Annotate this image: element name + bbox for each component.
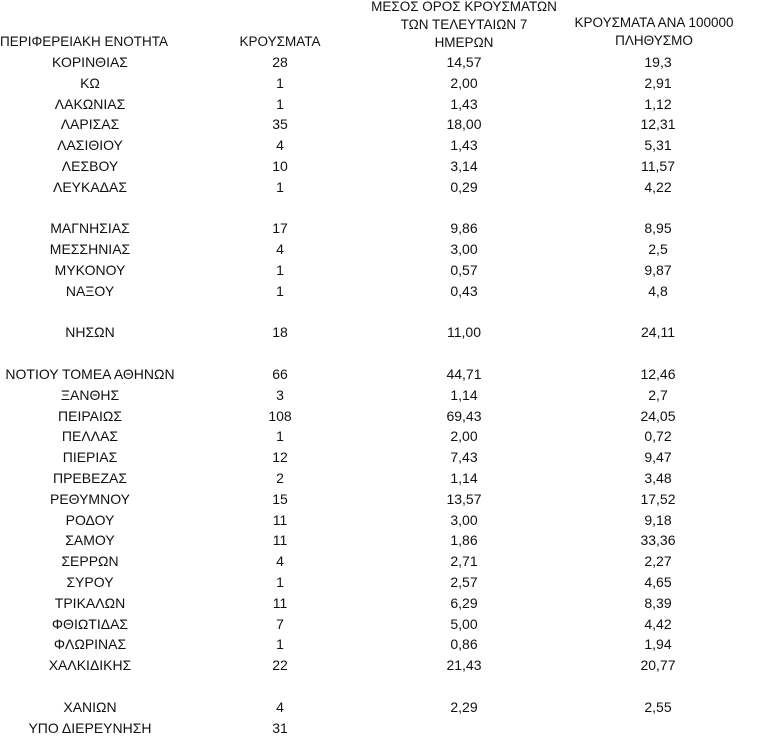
region-cell: ΛΑΣΙΘΙΟΥ [57, 137, 123, 154]
table-row [0, 426, 766, 447]
rate-cell: 2,5 [648, 241, 668, 258]
cases-cell: 1 [276, 178, 284, 195]
rate-cell: 24,05 [640, 407, 676, 424]
average-cell: 1,14 [450, 386, 478, 403]
region-cell: ΧΑΛΚΙΔΙΚΗΣ [48, 657, 132, 674]
table-row [0, 322, 766, 343]
cases-cell: 11 [272, 511, 288, 528]
region-cell: ΣΕΡΡΩΝ [61, 553, 119, 570]
cases-cell: 3 [276, 386, 284, 403]
table-row [0, 94, 766, 115]
blank-row [0, 676, 766, 697]
region-cell: ΠΙΕΡΙΑΣ [62, 449, 118, 466]
average-cell: 9,86 [450, 220, 478, 237]
region-cell: ΚΟΡΙΝΘΙΑΣ [52, 54, 128, 70]
average-cell: 6,29 [450, 594, 478, 611]
region-cell: ΜΥΚΟΝΟΥ [54, 261, 126, 278]
average-cell: 1,86 [450, 532, 478, 549]
cases-cell: 1 [276, 74, 284, 91]
cases-cell: 15 [272, 490, 288, 507]
rate-cell: 2,7 [648, 386, 668, 403]
rate-cell: 4,65 [644, 573, 672, 590]
table-row [0, 260, 766, 281]
region-cell: ΜΑΓΝΗΣΙΑΣ [50, 220, 130, 237]
average-cell: 44,71 [446, 365, 482, 382]
table-row [0, 218, 766, 239]
cases-cell: 1 [276, 636, 284, 653]
header-cases-per-100000 [556, 14, 752, 50]
rate-cell: 12,46 [640, 365, 676, 382]
header-region: ΠΕΡΙΦΕΡΕΙΑΚΗ ΕΝΟΤΗΤΑ [0, 34, 169, 49]
table-body [0, 52, 766, 738]
rate-cell: 3,48 [644, 469, 672, 486]
average-cell: 3,00 [450, 241, 478, 258]
region-cell: ΦΛΩΡΙΝΑΣ [53, 636, 127, 653]
header-cases: ΚΡΟΥΣΜΑΤΑ [239, 34, 321, 49]
rate-cell: 8,39 [644, 594, 672, 611]
cases-cell: 4 [276, 698, 284, 715]
cases-cell: 17 [272, 220, 288, 237]
blank-row [0, 302, 766, 323]
average-cell: 14,57 [446, 54, 482, 70]
cases-cell: 12 [272, 449, 288, 466]
region-cell: ΛΕΣΒΟΥ [61, 157, 119, 174]
table-row [0, 655, 766, 676]
table-row [0, 364, 766, 385]
table-row [0, 406, 766, 427]
average-cell: 3,00 [450, 511, 478, 528]
region-cell: ΡΟΔΟΥ [65, 511, 115, 528]
rate-cell: 11,57 [641, 157, 675, 174]
region-cell: ΣΥΡΟΥ [66, 573, 114, 590]
region-cell: ΠΕΙΡΑΙΩΣ [58, 407, 122, 424]
cases-cell: 1 [276, 261, 284, 278]
average-cell: 3,14 [450, 157, 478, 174]
average-cell: 1,14 [450, 469, 478, 486]
table-row [0, 614, 766, 635]
cases-cell: 66 [272, 365, 288, 382]
rate-cell: 24,11 [641, 324, 675, 341]
average-cell: 0,57 [450, 261, 478, 278]
cases-cell: 2 [276, 469, 284, 486]
table-row [0, 468, 766, 489]
average-cell: 1,43 [450, 95, 478, 112]
table-row [0, 634, 766, 655]
rate-cell: 5,31 [644, 137, 672, 154]
cases-cell: 11 [272, 594, 288, 611]
rate-cell: 9,87 [644, 261, 672, 278]
table-row [0, 177, 766, 198]
rate-cell: 4,8 [648, 282, 668, 299]
cases-cell: 31 [272, 719, 288, 736]
table-row [0, 697, 766, 718]
table-row [0, 718, 766, 739]
cases-cell: 4 [276, 137, 284, 154]
cases-cell: 108 [268, 407, 292, 424]
cases-cell: 18 [272, 324, 288, 341]
region-cell: ΝΟΤΙΟΥ ΤΟΜΕΑ ΑΘΗΝΩΝ [5, 365, 175, 382]
blank-row [0, 198, 766, 219]
region-cell: ΦΘΙΩΤΙΔΑΣ [51, 615, 129, 632]
rate-cell: 12,31 [640, 116, 676, 133]
header-avg-line-1: ΜΕΣΟΣ ΟΡΟΣ ΚΡΟΥΣΜΑΤΩΝ [371, 0, 557, 14]
region-cell: ΧΑΝΙΩΝ [63, 698, 117, 715]
average-cell: 7,43 [450, 449, 478, 466]
rate-cell: 2,27 [644, 553, 672, 570]
rate-cell: 2,91 [644, 74, 672, 91]
cases-cell: 1 [276, 428, 284, 445]
table-row [0, 156, 766, 177]
rate-cell: 4,22 [644, 178, 672, 195]
average-cell: 1,43 [450, 137, 478, 154]
rate-cell: 9,18 [644, 511, 672, 528]
table-row [0, 489, 766, 510]
region-cell: ΠΕΛΛΑΣ [61, 428, 119, 445]
table-row [0, 447, 766, 468]
table-row [0, 385, 766, 406]
table-row [0, 510, 766, 531]
header-rate-line-1: ΚΡΟΥΣΜΑΤΑ ΑΝΑ 100000 [574, 15, 734, 30]
cases-cell: 1 [276, 95, 284, 112]
cases-cell: 28 [272, 54, 288, 70]
table-row [0, 135, 766, 156]
rate-cell: 4,42 [644, 615, 672, 632]
average-cell: 5,00 [450, 615, 478, 632]
average-cell: 0,43 [450, 282, 478, 299]
cases-cell: 11 [272, 532, 288, 549]
cases-cell: 10 [272, 157, 288, 174]
average-cell: 2,57 [450, 573, 478, 590]
average-cell: 18,00 [446, 116, 482, 133]
average-cell: 11,00 [447, 324, 481, 341]
blank-row [0, 343, 766, 364]
table-row [0, 73, 766, 94]
average-cell: 2,29 [450, 698, 478, 715]
header-avg-line-2: ΤΩΝ ΤΕΛΕΥΤΑΙΩΝ 7 [400, 17, 528, 32]
region-cell: ΚΩ [80, 74, 100, 91]
cases-cell: 4 [276, 553, 284, 570]
header-rate-line-2: ΠΛΗΘΥΣΜΟ [615, 33, 693, 48]
region-cell: ΜΕΣΣΗΝΙΑΣ [49, 241, 131, 258]
rate-cell: 0,72 [644, 428, 672, 445]
cases-cell: 1 [276, 573, 284, 590]
rate-cell: 9,47 [644, 449, 672, 466]
average-cell: 2,00 [450, 428, 478, 445]
table-row [0, 281, 766, 302]
rate-cell: 33,36 [640, 532, 676, 549]
region-cell: ΛΑΚΩΝΙΑΣ [54, 95, 126, 112]
region-cell: ΛΑΡΙΣΑΣ [60, 116, 120, 133]
average-cell: 21,43 [446, 657, 482, 674]
header-avg-line-3: ΗΜΕΡΩΝ [434, 35, 494, 50]
table-row [0, 593, 766, 614]
region-cell: ΝΑΞΟΥ [65, 282, 115, 299]
rate-cell: 20,77 [640, 657, 676, 674]
cases-cell: 7 [276, 615, 284, 632]
table-row [0, 52, 766, 73]
average-cell: 2,00 [450, 74, 478, 91]
cases-cell: 22 [272, 657, 288, 674]
region-cell: ΥΠΟ ΔΙΕΡΕΥΝΗΣΗ [28, 719, 152, 736]
table-row [0, 239, 766, 260]
average-cell: 0,86 [450, 636, 478, 653]
region-cell: ΛΕΥΚΑΔΑΣ [52, 178, 128, 195]
header-seven-day-average [366, 0, 562, 52]
region-cell: ΝΗΣΩΝ [65, 324, 115, 341]
rate-cell: 1,12 [644, 95, 672, 112]
table-row [0, 530, 766, 551]
rate-cell: 1,94 [644, 636, 672, 653]
region-cell: ΞΑΝΘΗΣ [60, 386, 120, 403]
region-cell: ΠΡΕΒΕΖΑΣ [52, 469, 127, 486]
average-cell: 69,43 [446, 407, 482, 424]
cases-cell: 4 [276, 241, 284, 258]
average-cell: 0,29 [450, 178, 478, 195]
region-cell: ΣΑΜΟΥ [65, 532, 115, 549]
table-row [0, 572, 766, 593]
region-cell: ΤΡΙΚΑΛΩΝ [54, 594, 126, 611]
average-cell: 13,57 [446, 490, 482, 507]
table-row [0, 114, 766, 135]
rate-cell: 8,95 [644, 220, 672, 237]
average-cell: 2,71 [450, 553, 478, 570]
rate-cell: 2,55 [644, 698, 672, 715]
rate-cell: 17,52 [640, 490, 676, 507]
cases-cell: 1 [276, 282, 284, 299]
region-cell: ΡΕΘΥΜΝΟΥ [49, 490, 130, 507]
rate-cell: 19,3 [644, 54, 672, 70]
table-row [0, 551, 766, 572]
cases-cell: 35 [272, 116, 288, 133]
